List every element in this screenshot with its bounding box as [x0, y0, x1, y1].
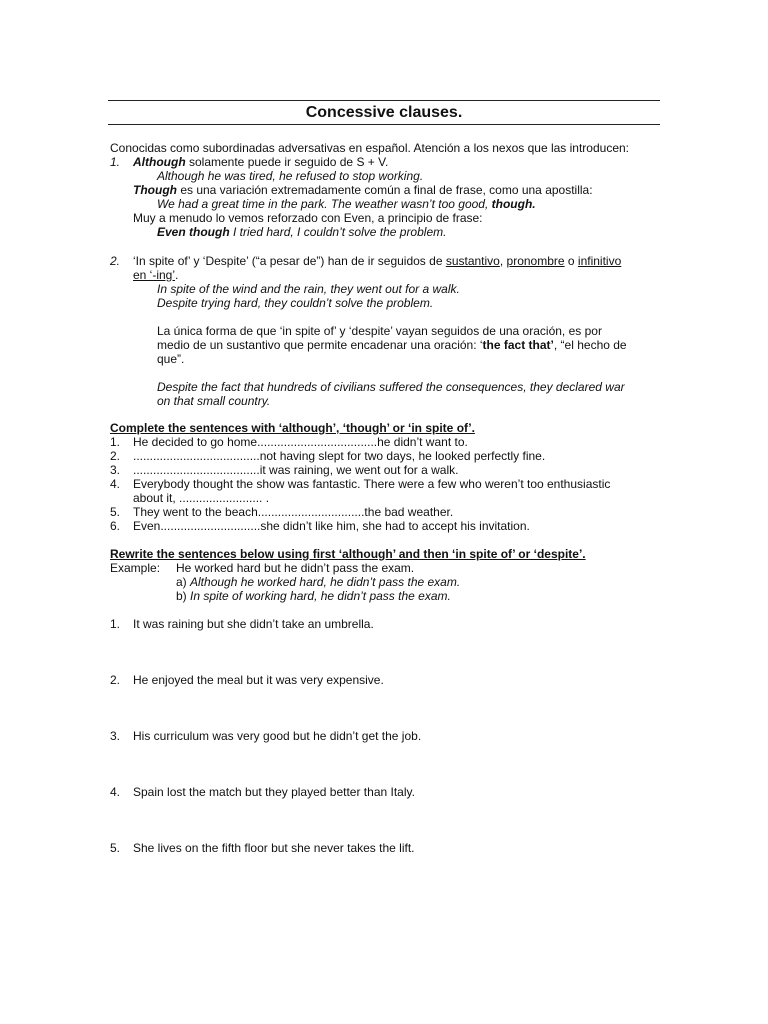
though-example-end: though. [491, 197, 536, 211]
fact-that-para-3: que”. [157, 352, 185, 366]
exercise1-item: Everybody thought the show was fantastic. There were a few who weren’t too enthusiastic [133, 477, 611, 491]
example-option-b [176, 589, 451, 603]
although-word: Although [133, 155, 186, 169]
exercise1-num: 5. [110, 505, 121, 519]
fact-that-para-2a: medio de un sustantivo que permite encadenar una oración: ‘ [157, 338, 483, 352]
fact-that-para-2 [157, 338, 627, 352]
exercise1-num: 1. [110, 435, 121, 449]
exercise1-item: He decided to go home....................................he didn’t want to. [133, 435, 468, 449]
spite-rule-text: ‘In spite of’ y ‘Despite’ (“a pesar de”) han de ir seguidos de [133, 254, 446, 268]
option-b-label: b) [176, 589, 191, 603]
option-a-label: a) [176, 575, 191, 589]
item-number-1: 1. [110, 155, 121, 169]
even-though-example [157, 225, 446, 239]
exercise2-item: It was raining but she didn’t take an umbrella. [133, 617, 374, 631]
option-a-text: Although he worked hard, he didn’t pass the exam. [190, 575, 461, 589]
spite-rule [133, 254, 621, 268]
fact-that-example-2: on that small country. [157, 394, 271, 408]
fact-that-example-1: Despite the fact that hundreds of civilians suffered the consequences, they declared war [157, 380, 625, 394]
exercise1-num: 4. [110, 477, 121, 491]
exercise2-num: 2. [110, 673, 121, 687]
even-though-example-text: I tried hard, I couldn’t solve the problem. [229, 225, 447, 239]
exercise2-item: He enjoyed the meal but it was very expensive. [133, 673, 384, 687]
item-number-2: 2. [110, 254, 121, 268]
although-desc: solamente puede ir seguido de S + V. [185, 155, 389, 169]
page-title: Concessive clauses. [305, 104, 463, 121]
fact-that-para-2c: , “el hecho de [553, 338, 627, 352]
though-example [157, 197, 536, 211]
exercise1-num: 6. [110, 519, 121, 533]
separator-2: o [564, 254, 578, 268]
word-infinitivo: infinitivo [577, 254, 622, 268]
exercise1-item: Even..............................she didn’t like him, she had to accept his invitation. [133, 519, 530, 533]
exercise2-num: 5. [110, 841, 121, 855]
word-en-ing: en ‘-ing’ [133, 268, 176, 282]
option-b-text: In spite of working hard, he didn’t pass the exam. [190, 589, 451, 603]
although-rule [133, 155, 388, 169]
example-sentence: He worked hard but he didn’t pass the exam. [176, 561, 415, 575]
example-label: Example: [110, 561, 161, 575]
even-though-word: Even though [157, 225, 230, 239]
example-option-a [176, 575, 460, 589]
exercise1-heading: Complete the sentences with ‘although’, ‘though’ or ‘in spite of’. [110, 421, 475, 435]
fact-that-phrase: the fact that’ [482, 338, 554, 352]
title-top-rule [108, 100, 660, 101]
though-word: Though [133, 183, 177, 197]
fact-that-para-1: La única forma de que ‘in spite of’ y ‘despite’ vayan seguidos de una oración, es por [157, 324, 602, 338]
spite-example-1: In spite of the wind and the rain, they went out for a walk. [157, 282, 460, 296]
although-example: Although he was tired, he refused to stop working. [157, 169, 424, 183]
exercise2-num: 1. [110, 617, 121, 631]
though-rule [133, 183, 593, 197]
spite-rule-cont [133, 268, 178, 282]
exercise1-item: ......................................it was raining, we went out for a walk. [133, 463, 459, 477]
exercise2-num: 3. [110, 729, 121, 743]
exercise2-item: His curriculum was very good but he didn’t get the job. [133, 729, 422, 743]
exercise2-item: Spain lost the match but they played better than Italy. [133, 785, 415, 799]
exercise2-num: 4. [110, 785, 121, 799]
spite-example-2: Despite trying hard, they couldn’t solve the problem. [157, 296, 434, 310]
exercise1-num: 2. [110, 449, 121, 463]
though-desc: es una variación extremadamente común a final de frase, como una apostilla: [176, 183, 593, 197]
even-though-desc: Muy a menudo lo vemos reforzado con Even, a principio de frase: [133, 211, 483, 225]
title-bottom-rule [108, 124, 660, 125]
exercise1-item: ......................................not having slept for two days, he looked perfectly fine. [133, 449, 546, 463]
though-example-text: We had a great time in the park. The weather wasn’t too good, [157, 197, 492, 211]
word-sustantivo: sustantivo [445, 254, 500, 268]
exercise1-num: 3. [110, 463, 121, 477]
intro-line: Conocidas como subordinadas adversativas en español. Atención a los nexos que las introducen: [110, 141, 629, 155]
spite-rule-end: . [175, 268, 179, 282]
separator-1: , [499, 254, 507, 268]
exercise2-item: She lives on the fifth floor but she never takes the lift. [133, 841, 415, 855]
word-pronombre: pronombre [506, 254, 565, 268]
exercise1-item-cont: about it, ......................... . [133, 491, 270, 505]
exercise2-heading: Rewrite the sentences below using first ‘although’ and then ‘in spite of’ or ‘despite’. [110, 547, 586, 561]
exercise1-item: They went to the beach................................the bad weather. [133, 505, 454, 519]
